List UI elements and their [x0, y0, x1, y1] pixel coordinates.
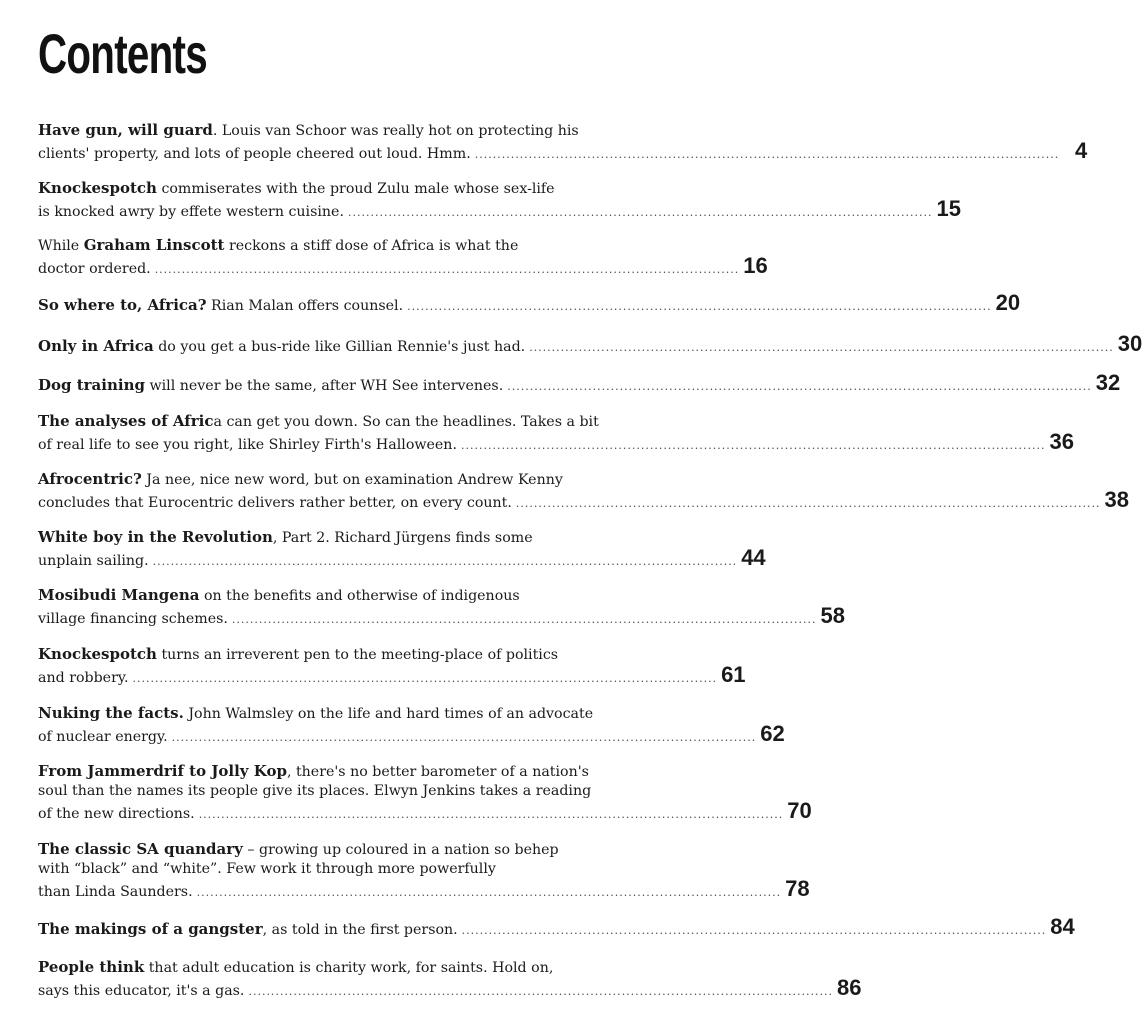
page-number: 58: [820, 603, 845, 628]
entry-text: While: [38, 238, 84, 254]
entry-last-line: [38, 370, 1121, 396]
page-number: 15: [936, 196, 962, 221]
contents-entry: [38, 704, 785, 747]
entry-text: , there's no better barometer of a nation's: [286, 764, 589, 780]
entry-text: of the new directions.: [38, 806, 195, 822]
entry-line: [38, 121, 683, 141]
entry-last-line: [38, 545, 766, 571]
entry-line: [38, 840, 683, 860]
entry-last-line: [38, 196, 962, 222]
entry-text: than Linda Saunders.: [38, 884, 193, 900]
dot-leader: ..................................................................................................................................: [474, 148, 1060, 161]
dot-leader: ..................................................................................................................................: [196, 886, 782, 899]
contents-entry: [38, 179, 962, 222]
contents-entry: [38, 121, 1088, 164]
contents-entry: [38, 290, 1021, 316]
contents-entry: [38, 762, 812, 824]
entry-line: [38, 376, 503, 396]
page-number: 32: [1095, 370, 1121, 395]
entry-line: [38, 179, 683, 199]
entry-text: Ja nee, nice new word, but on examination Andrew Kenny: [141, 472, 563, 488]
entry-headline: Have gun, will guard: [38, 121, 213, 139]
entry-text: will never be the same, after WH See intervenes.: [144, 378, 504, 394]
entry-line: [38, 586, 683, 606]
entry-text: that adult education is charity work, for saints. Hold on,: [144, 960, 554, 976]
entry-line: [38, 470, 683, 490]
entry-text: doctor ordered.: [38, 261, 151, 277]
entry-line: [38, 236, 683, 256]
entry-headline: People think: [38, 958, 145, 976]
page-number: 20: [995, 290, 1021, 315]
dot-leader: ..................................................................................................................................: [507, 380, 1092, 393]
page-number: 4: [1075, 138, 1088, 163]
entry-headline: Nuking the facts.: [38, 704, 184, 722]
contents-entry: [38, 645, 746, 688]
entry-text: – growing up coloured in a nation so behep: [242, 842, 559, 858]
entry-headline: White boy in the Revolution: [38, 528, 273, 546]
entry-last-line: [38, 253, 768, 279]
entry-last-line: [38, 798, 812, 824]
entry-text: says this educator, it's a gas.: [38, 983, 245, 999]
contents-entry: [38, 958, 862, 1001]
entry-text: of real life to see you right, like Shirley Firth's Halloween.: [38, 437, 457, 453]
entry-line: [38, 860, 683, 879]
entry-headline: So where to, Africa?: [38, 296, 207, 314]
entry-last-line: [38, 290, 1021, 316]
entry-line: [38, 704, 683, 724]
entry-text: village financing schemes.: [38, 611, 228, 627]
entry-text: unplain sailing.: [38, 553, 149, 569]
entry-last-line: [38, 662, 746, 688]
dot-leader: ..................................................................................................................................: [154, 263, 740, 276]
entry-text: do you get a bus-ride like Gillian Rennie's just had.: [153, 339, 526, 355]
entry-headline: Knockespotch: [38, 179, 157, 197]
entry-last-line: [38, 487, 1129, 513]
page-number: 84: [1050, 914, 1075, 939]
entry-text: and robbery.: [38, 670, 129, 686]
dot-leader: ..................................................................................................................................: [171, 731, 757, 744]
entry-headline: Knockespotch: [38, 645, 157, 663]
entry-text: with “black” and “white”. Few work it through more powerfully: [38, 861, 496, 877]
entry-last-line: [38, 331, 1142, 357]
page-number: 78: [785, 876, 810, 901]
dot-leader: ..................................................................................................................................: [515, 497, 1101, 510]
entry-line: [38, 920, 458, 940]
entry-last-line: [38, 603, 845, 629]
entry-text: clients' property, and lots of people cheered out loud. Hmm.: [38, 146, 471, 162]
entry-line: [38, 782, 683, 801]
dot-leader: ..................................................................................................................................: [347, 206, 933, 219]
entry-headline: From Jammerdrif to Jolly Kop: [38, 762, 287, 780]
contents-entry: [38, 370, 1121, 396]
entry-text: a can get you down. So can the headlines. Takes a bit: [213, 414, 599, 430]
entry-headline: Dog training: [38, 376, 145, 394]
entry-line: [38, 528, 683, 548]
entry-last-line: [38, 914, 1075, 940]
dot-leader: ..................................................................................................................................: [460, 439, 1046, 452]
entry-text: on the benefits and otherwise of indigenous: [199, 588, 520, 604]
entry-headline: The analyses of Afric: [38, 412, 214, 430]
entry-text: reckons a stiff dose of Africa is what the: [224, 238, 519, 254]
dot-leader: ..................................................................................................................................: [529, 341, 1114, 354]
dot-leader: ..................................................................................................................................: [231, 613, 817, 626]
entry-text: Rian Malan offers counsel.: [206, 298, 404, 314]
contents-entry: [38, 586, 845, 629]
contents-entry: [38, 840, 810, 902]
page-number: 36: [1049, 429, 1075, 454]
entry-line: [38, 762, 683, 782]
page-number: 86: [837, 975, 862, 1000]
entry-text: . Louis van Schoor was really hot on protecting his: [212, 123, 579, 139]
contents-entry: [38, 470, 1129, 513]
page-number: 62: [760, 721, 785, 746]
entry-line: [38, 645, 683, 665]
entry-text: of nuclear energy.: [38, 729, 168, 745]
entry-text: , Part 2. Richard Jürgens finds some: [272, 530, 533, 546]
dot-leader: ..................................................................................................................................: [198, 808, 784, 821]
page-number: 70: [787, 798, 812, 823]
entry-headline: The makings of a gangster: [38, 920, 263, 938]
contents-entry: [38, 914, 1075, 940]
entry-line: [38, 337, 525, 357]
page-title: Contents: [38, 22, 207, 85]
entry-text: commiserates with the proud Zulu male whose sex-life: [156, 181, 555, 197]
entry-line: [38, 412, 683, 432]
entry-text: , as told in the first person.: [262, 922, 458, 938]
entry-last-line: [38, 138, 1088, 164]
entry-headline: Mosibudi Mangena: [38, 586, 200, 604]
contents-entry: [38, 331, 1142, 357]
entry-text: John Walmsley on the life and hard times of an advocate: [183, 706, 594, 722]
page-number: 44: [741, 545, 766, 570]
entry-text: is knocked awry by effete western cuisine.: [38, 204, 344, 220]
entry-headline: The classic SA quandary: [38, 840, 243, 858]
dot-leader: ..................................................................................................................................: [152, 555, 738, 568]
entry-last-line: [38, 429, 1075, 455]
entry-text: turns an irreverent pen to the meeting-place of politics: [156, 647, 559, 663]
dot-leader: ..................................................................................................................................: [461, 924, 1047, 937]
entry-last-line: [38, 876, 810, 902]
entry-text: soul than the names its people give its places. Elwyn Jenkins takes a reading: [38, 783, 592, 799]
entry-last-line: [38, 721, 785, 747]
entry-line: [38, 296, 403, 316]
dot-leader: ..................................................................................................................................: [248, 985, 834, 998]
dot-leader: ..................................................................................................................................: [132, 672, 718, 685]
entry-line: [38, 958, 683, 978]
page-number: 38: [1104, 487, 1129, 512]
entry-text: concludes that Eurocentric delivers rather better, on every count.: [38, 495, 512, 511]
entry-headline: Afrocentric?: [38, 470, 142, 488]
entry-headline: Only in Africa: [38, 337, 154, 355]
page-number: 16: [743, 253, 768, 278]
dot-leader: ..................................................................................................................................: [407, 300, 992, 313]
entry-last-line: [38, 975, 862, 1001]
page-number: 61: [721, 662, 746, 687]
contents-entry: [38, 412, 1075, 455]
contents-entry: [38, 236, 768, 279]
entry-headline: Graham Linscott: [83, 236, 225, 254]
contents-entry: [38, 528, 766, 571]
page-number: 30: [1117, 331, 1142, 356]
